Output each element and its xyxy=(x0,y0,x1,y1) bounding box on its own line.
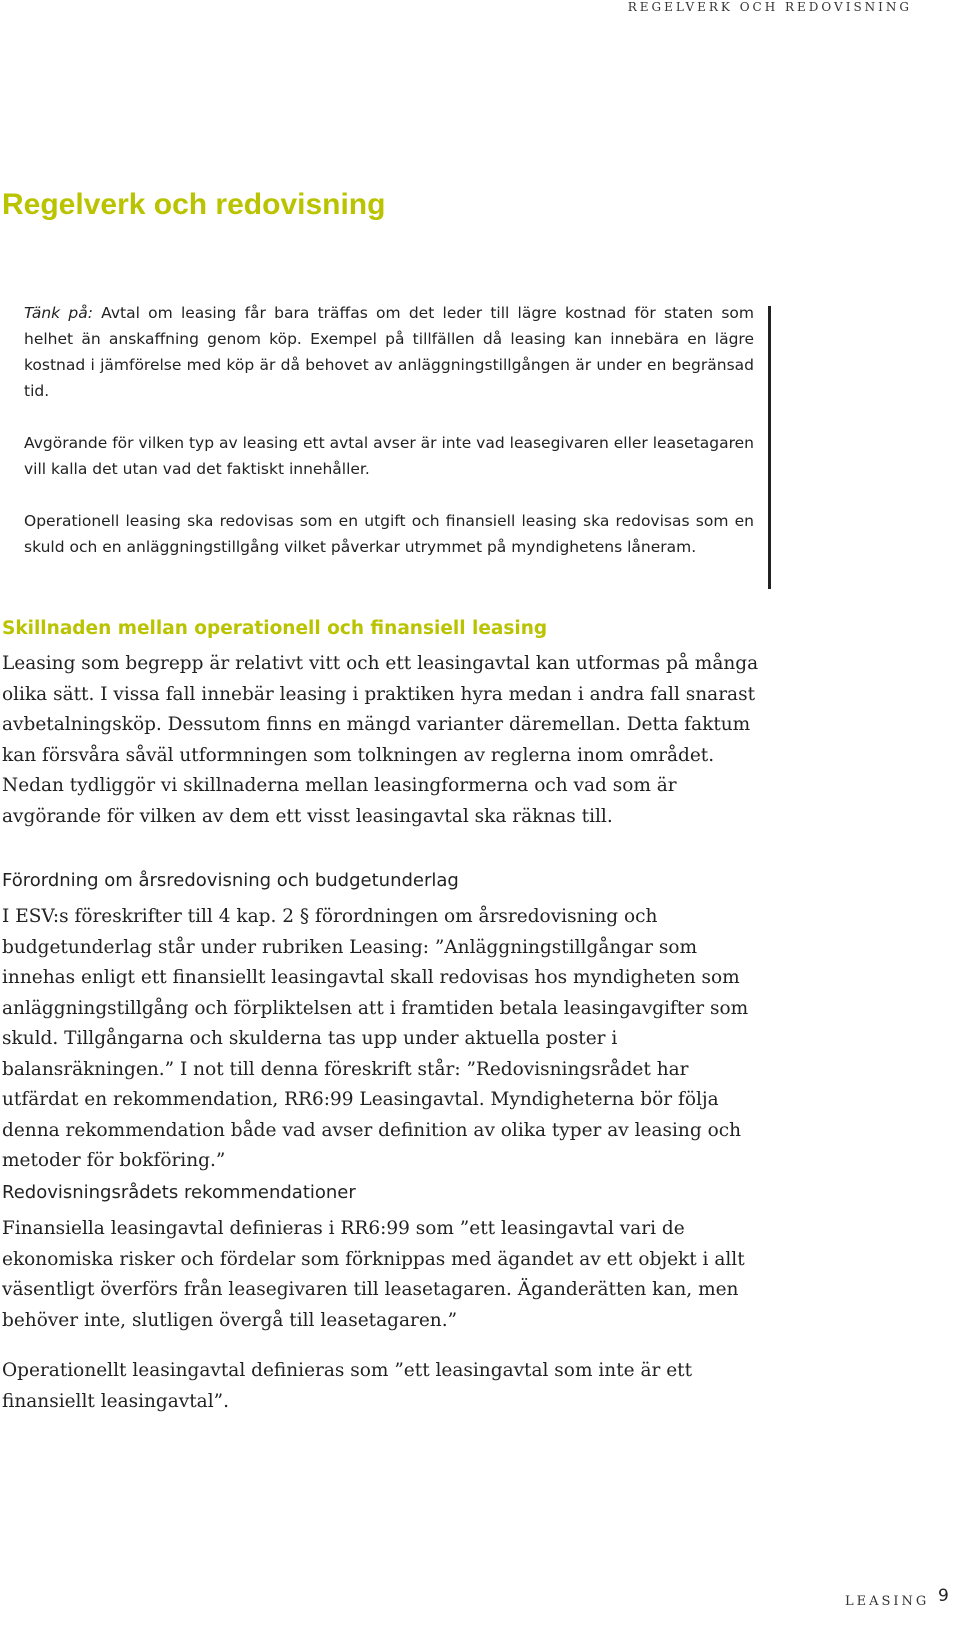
footer-label: LEASING xyxy=(845,1594,930,1609)
section-heading-recommendations: Redovisningsrådets rekommendationer xyxy=(2,1182,356,1203)
section-text-difference: Leasing som begrepp är relativt vitt och ett leasingavtal kan utformas på många olika sätt. I vissa fall innebär leasing i praktiken hyra medan i andra fall snarast avbetalningsköp. Dessutom finns en mängd varianter däremellan. Detta faktum kan försvåra såväl utformningen som tolkningen av reglerna inom området. Nedan tydliggör vi skillnaderna mellan leasingformerna och vad som är avgörande för vilken av dem ett visst leasingavtal ska räknas till. xyxy=(2,653,759,827)
section-heading-ordinance: Förordning om årsredovisning och budgetunderlag xyxy=(2,870,459,891)
section-text-recommendations-1: Finansiella leasingavtal definieras i RR6:99 som ”ett leasingavtal vari de ekonomiska risker och fördelar som förknippas med ägandet av ett objekt i allt väsentligt överförs från leasegivaren till leasetagaren. Äganderätten kan, men behöver inte, slutligen övergå till leasetagaren.” xyxy=(2,1218,745,1331)
callout-paragraph-2: Avgörande för vilken typ av leasing ett avtal avser är inte vad leasegivaren eller leasetagaren vill kalla det utan vad det faktiskt innehåller. xyxy=(24,434,754,478)
running-header: REGELVERK OCH REDOVISNING xyxy=(627,0,912,14)
page-title: Regelverk och redovisning xyxy=(2,188,386,221)
callout-text-1: Avtal om leasing får bara träffas om det leder till lägre kostnad för staten som helhet än anskaffning genom köp. Exempel på tillfällen då leasing kan innebära en lägre kostnad i jämförelse med köp är då behovet av anläggningstillgången är under en begränsad tid. xyxy=(24,304,754,400)
page-number: 9 xyxy=(938,1586,949,1606)
section-heading-difference: Skillnaden mellan operationell och finansiell leasing xyxy=(2,618,548,639)
section-text-ordinance: I ESV:s föreskrifter till 4 kap. 2 § förordningen om årsredovisning och budgetunderlag står under rubriken Leasing: ”Anläggningstillgångar som innehas enligt ett finansiellt leasingavtal skall redovisas hos myndigheten som anläggningstillgång och förpliktelsen att i framtiden betala leasingavgifter som skuld. Tillgångarna och skulderna tas upp under aktuella poster i balansräkningen.” I not till denna föreskrift står: ”Redovisningsrådet har utfärdat en rekommendation, RR6:99 Leasingavtal. Myndigheterna bör följa denna rekommendation både vad avser definition av olika typer av leasing och metoder för bokföring.” xyxy=(2,906,749,1171)
callout-paragraph-3: Operationell leasing ska redovisas som en utgift och finansiell leasing ska redovisas som en skuld och en anläggningstillgång vilket påverkar utrymmet på myndighetens låneram. xyxy=(24,512,754,556)
tip-callout xyxy=(24,300,754,560)
section-text-recommendations-2: Operationellt leasingavtal definieras som ”ett leasingavtal som inte är ett finansiellt leasingavtal”. xyxy=(2,1360,693,1412)
tip-label: Tänk på: xyxy=(24,304,93,322)
callout-border xyxy=(768,306,771,589)
callout-paragraph-1 xyxy=(24,300,754,404)
